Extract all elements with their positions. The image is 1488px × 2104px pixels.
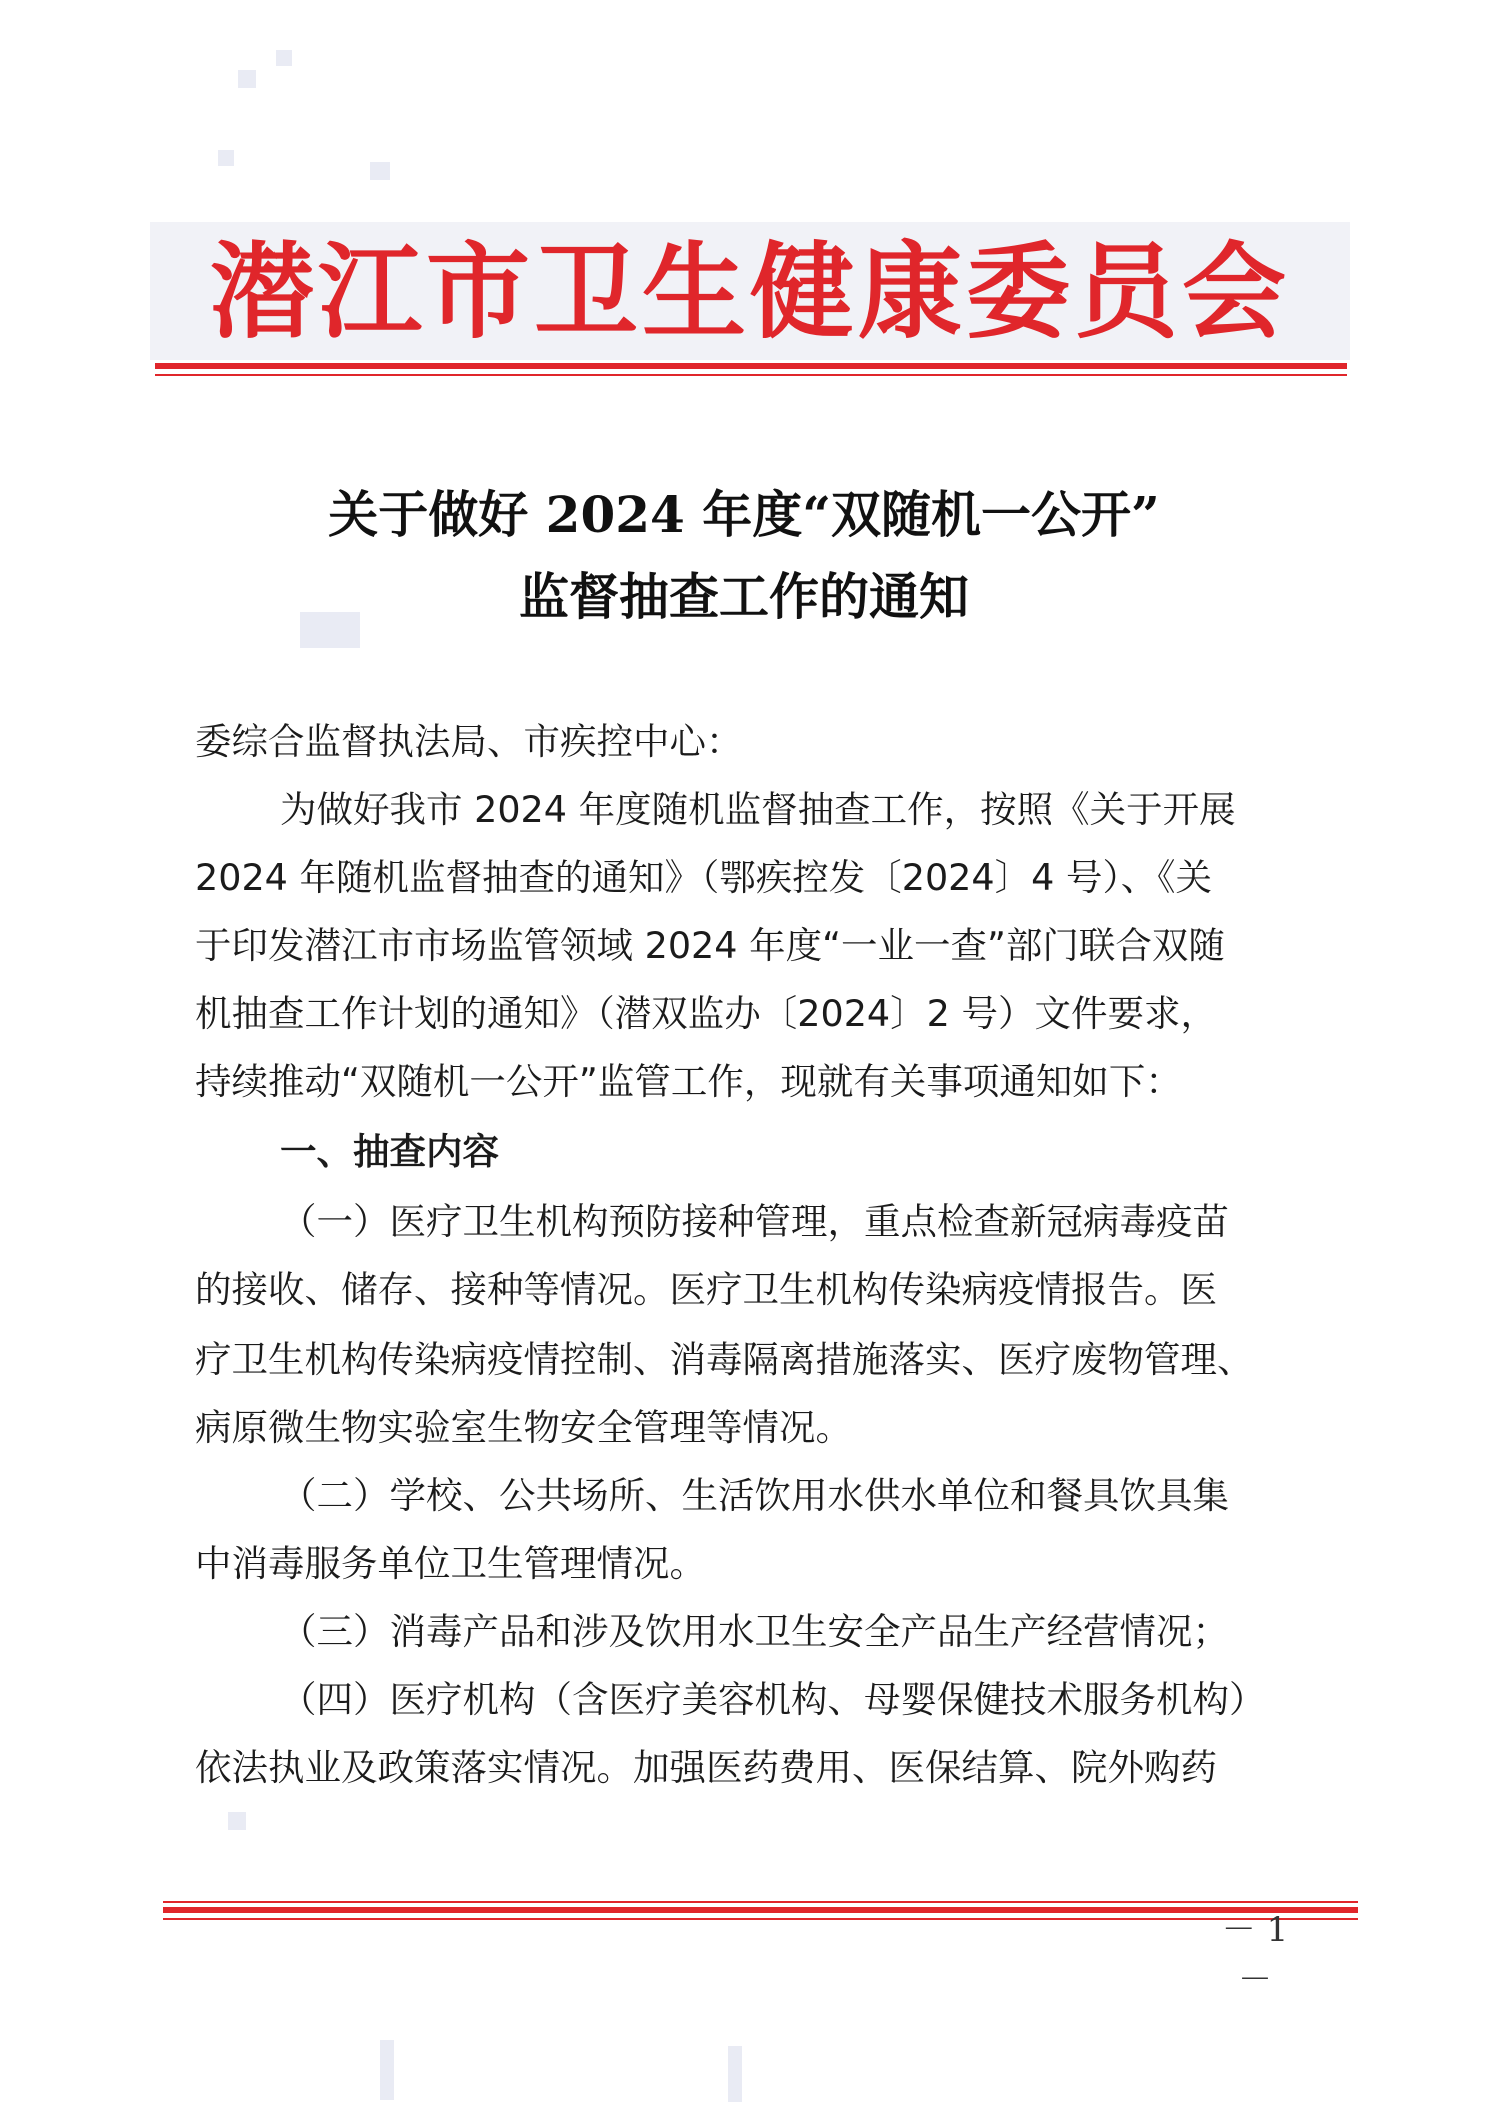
scan-artifact — [218, 150, 234, 166]
footer-rule-thick — [163, 1907, 1358, 1913]
body-line: 病原微生物实验室生物安全管理等情况。 — [195, 1406, 852, 1449]
letterhead-rule-thick — [155, 363, 1347, 369]
footer-rule-thin — [163, 1901, 1358, 1903]
scan-artifact — [228, 1812, 246, 1830]
document-title-line-2: 监督抽查工作的通知 — [519, 567, 969, 626]
scan-artifact — [728, 2046, 742, 2102]
scan-artifact — [276, 50, 292, 66]
body-line: 为做好我市 2024 年度随机监督抽查工作，按照《关于开展 — [280, 788, 1236, 831]
scan-artifact — [380, 2040, 394, 2100]
letterhead-organization: 潜江市卫生健康委员会 — [209, 231, 1290, 353]
body-line: 于印发潜江市市场监管领域 2024 年度“一业一查”部门联合双随 — [195, 924, 1225, 967]
body-line: （一）医疗卫生机构预防接种管理，重点检查新冠病毒疫苗 — [280, 1200, 1229, 1243]
page-number: － 1 － — [1221, 1910, 1289, 2000]
body-line: 机抽查工作计划的通知》（潜双监办〔2024〕2 号）文件要求， — [195, 992, 1217, 1035]
footer-rule-thin-lower — [163, 1918, 1358, 1920]
body-line: 依法执业及政策落实情况。加强医药费用、医保结算、院外购药 — [195, 1746, 1217, 1789]
scan-artifact — [238, 70, 256, 88]
letterhead-rule-thin — [155, 374, 1347, 376]
section-heading: 一、抽查内容 — [280, 1130, 499, 1173]
body-line: （四）医疗机构（含医疗美容机构、母婴保健技术服务机构） — [280, 1678, 1266, 1721]
body-line: 疗卫生机构传染病疫情控制、消毒隔离措施落实、医疗废物管理、 — [195, 1338, 1254, 1381]
body-line: 持续推动“双随机一公开”监管工作，现就有关事项通知如下： — [195, 1060, 1182, 1103]
scan-artifact — [370, 162, 390, 180]
body-line: 的接收、储存、接种等情况。医疗卫生机构传染病疫情报告。医 — [195, 1268, 1217, 1311]
document-title-line-1: 关于做好 2024 年度“双随机一公开” — [328, 485, 1160, 544]
body-line: （二）学校、公共场所、生活饮用水供水单位和餐具饮具集 — [280, 1474, 1229, 1517]
body-line: （三）消毒产品和涉及饮用水卫生安全产品生产经营情况； — [280, 1610, 1229, 1653]
salutation: 委综合监督执法局、市疾控中心： — [195, 720, 743, 763]
body-line: 中消毒服务单位卫生管理情况。 — [195, 1542, 706, 1585]
body-line: 2024 年随机监督抽查的通知》（鄂疾控发〔2024〕4 号）、《关 — [195, 856, 1212, 899]
